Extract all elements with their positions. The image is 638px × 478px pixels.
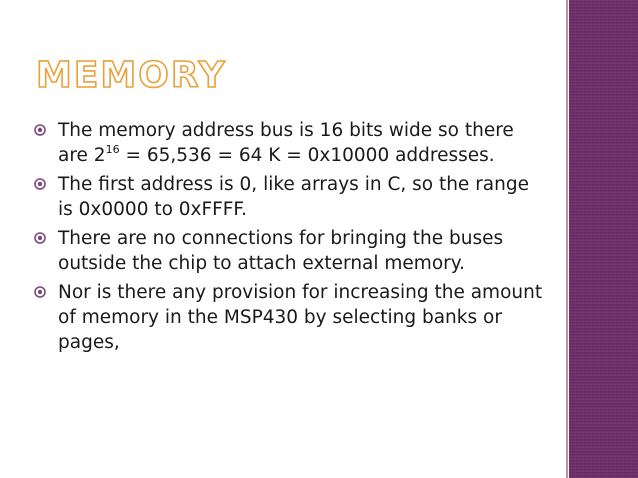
target-bullet-icon	[34, 178, 46, 190]
bullet-text: Nor is there any provision for increasing the amount of memory in the MSP430 by selecting banks or pages,	[58, 282, 543, 353]
bullet-list	[34, 118, 544, 359]
target-bullet-icon	[34, 286, 46, 298]
list-item	[34, 118, 544, 168]
list-item	[34, 280, 544, 355]
bullet-text: There are no connections for bringing the buses outside the chip to attach external memory.	[58, 228, 504, 274]
bullet-text: The first address is 0, like arrays in C, so the range is 0x0000 to 0xFFFF.	[58, 174, 529, 220]
superscript: 16	[105, 143, 120, 156]
target-bullet-icon	[34, 124, 46, 136]
slide-title: MEMORY	[36, 55, 227, 96]
list-item	[34, 172, 544, 222]
list-item	[34, 226, 544, 276]
target-bullet-icon	[34, 232, 46, 244]
bullet-text: The memory address bus is 16 bits wide so there are $2^{16} = 65,536 = 64$ K = 0x10000 addresses.	[58, 120, 514, 166]
decorative-sidebar	[569, 0, 638, 478]
